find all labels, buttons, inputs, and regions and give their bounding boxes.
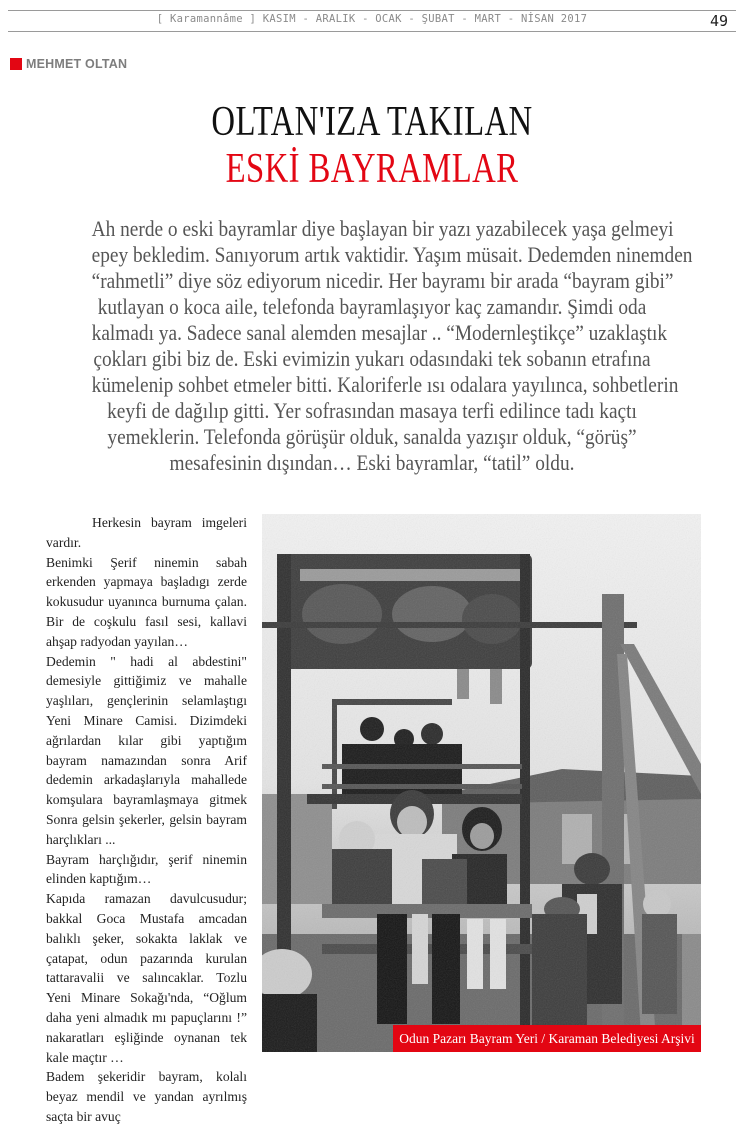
body-paragraph: Bayram harçlığıdır, şerif ninemin elinden kaptığım… <box>46 851 247 887</box>
lead-line: “rahmetli” diye söz ediyorum nicedir. Her bayramı bir arada “bayram gibi” <box>91 268 674 293</box>
headline-line-1: OLTAN'IZA TAKILAN <box>211 99 533 145</box>
body-paragraph: Badem şekeridir bayram, kolalı beyaz mendil ve yandan ayrılmış saçta bir avuç <box>46 1069 247 1124</box>
lead-line: epey bekledim. Sanıyorum artık vaktidir. Yaşım müsait. Dedemden ninemden <box>91 242 693 267</box>
body-column <box>46 513 247 1127</box>
running-head: [ Karamannâme ] KASIM - ARALIK - OCAK - ŞUBAT - MART - NİSAN 2017 <box>156 13 588 25</box>
lead-line: kalmadı ya. Sadece sanal alemden mesajlar .. “Modernleştikçe” uzaklaştık <box>91 320 668 345</box>
archive-photo <box>262 514 701 1052</box>
lead-line: kutlayan o koca aile, telefonda bayramlaşıyor kaç zamandır. Şimdi oda <box>97 294 647 319</box>
lead-line: mesafesinin dışından… Eski bayramlar, “tatil” oldu. <box>169 450 575 475</box>
lead-paragraph <box>46 216 698 476</box>
red-square-icon <box>10 58 22 70</box>
body-paragraph: Dedemin " hadi al abdestini" demesiyle gittiğimiz ve mahalle yaşlıları, gençlerinin selamlaştıgı Yeni Minare Camisi. Dizimdeki ağrılardan kılar gibi yaptığım bayram namazından sonra Arif dedemin arkadaşlarıyla mahallede komşulara bayramlaşmaya gitmek Sonra gelsin şekerler, gelsin bayram harçlıkları ... <box>46 653 247 847</box>
photo-caption: Odun Pazarı Bayram Yeri / Karaman Belediyesi Arşivi <box>393 1025 701 1052</box>
lead-line: keyfi de dağılıp gitti. Yer sofrasından masaya terfi edilince tadı kaçtı <box>107 398 637 423</box>
header-rule-top <box>8 10 736 11</box>
body-paragraph: Herkesin bayram imgeleri vardır. <box>46 515 247 550</box>
lead-line: kümelenip sohbet etmeler bitti. Kaloriferle ısı odalara yayılınca, sohbetlerin <box>91 372 679 397</box>
lead-line: Ah nerde o eski bayramlar diye başlayan bir yazı yazabilecek yaşa gelmeyi <box>91 216 674 241</box>
author-name: MEHMET OLTAN <box>26 57 128 71</box>
lead-line: çokları gibi biz de. Eski evimizin yukarı odasındaki tek sobanın etrafına <box>93 346 651 371</box>
author-byline <box>10 57 127 71</box>
headline-line-2: ESKİ BAYRAMLAR <box>225 146 519 192</box>
page-number: 49 <box>709 12 728 30</box>
body-paragraph: Kapıda ramazan davulcusudur; bakkal Goca Mustafa amcadan balıklı şeker, sokakta laklak ve çatapat, odun pazarında kurulan tattaravalii ve salıncaklar. Tozlu Yeni Minare Sokağı'nda, “Oğlum daha yeni almadık mı papuçlarını !” nakaratları eşliğinde oynanan tek kale maçtır … <box>46 891 247 1065</box>
header-rule-bottom <box>8 31 736 32</box>
lead-line: yemeklerin. Telefonda görüşür olduk, sanalda yazışır olduk, “görüş” <box>107 424 637 449</box>
swing-ride-illustration <box>262 514 701 1052</box>
body-paragraph: Benimki Şerif ninemin sabah erkenden yapmaya başladıgı zerde kokusudur uyanınca burnuma çalan. Bir de coşkulu fasıl sesi, kallavi ahşap radyodan yayılan… <box>46 554 247 649</box>
